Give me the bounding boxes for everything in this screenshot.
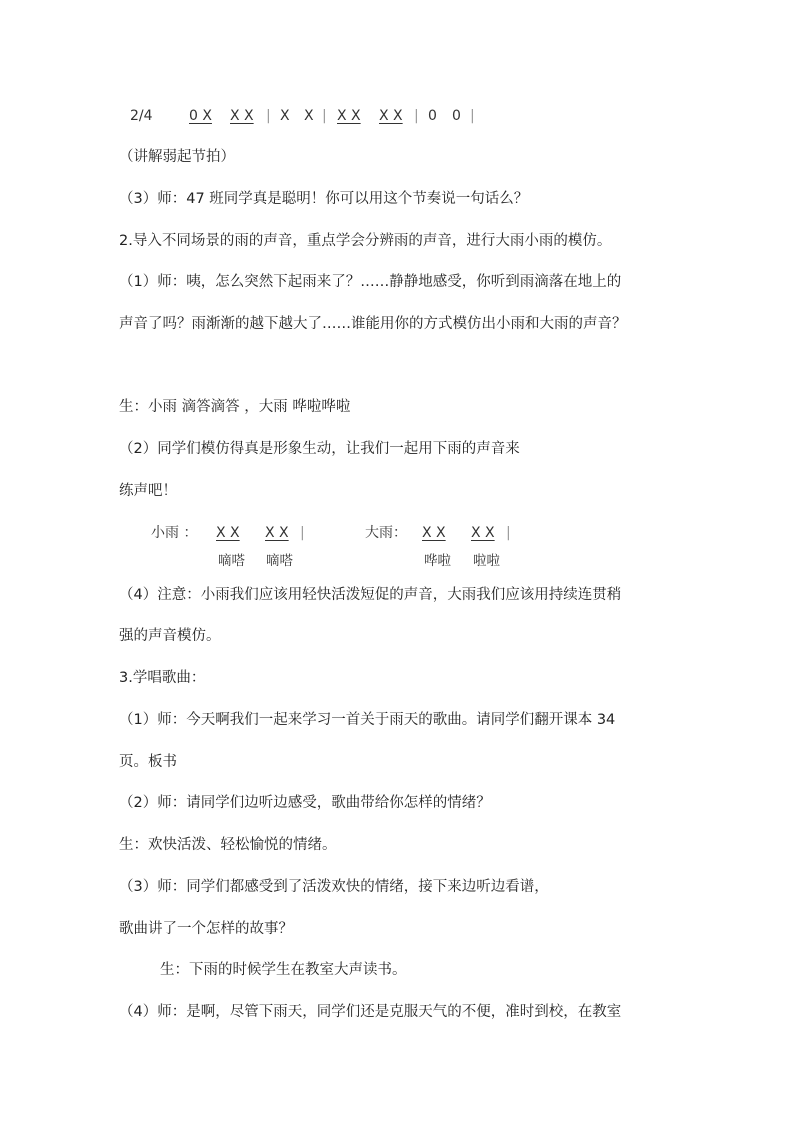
paragraph-line: 生：欢快活泼、轻松愉悦的情绪。 (119, 837, 337, 853)
paragraph-line: 生：小雨 滴答滴答 ，大雨 哗啦哗啦 (119, 399, 351, 415)
paragraph-line: （1）师：今天啊我们一起来学习一首关于雨天的歌曲。请同学们翻开课本 34 (119, 712, 616, 728)
paragraph-line: 2.导入不同场景的雨的声音，重点学会分辨雨的声音，进行大雨小雨的模仿。 (119, 233, 612, 249)
paragraph-line: 生：下雨的时候学生在教室大声读书。 (160, 962, 407, 978)
rhythm-beat: X X (230, 108, 254, 124)
paragraph-line: 3.学唱歌曲： (119, 670, 206, 686)
paragraph-line: （4）注意：小雨我们应该用轻快活泼短促的声音，大雨我们应该用持续连贯稍 (119, 587, 622, 603)
bar-line: | (470, 108, 475, 124)
paragraph-line: （1）师：咦，怎么突然下起雨来了？……静静地感受，你听到雨滴落在地上的 (119, 274, 622, 290)
rhythm-beat: X X (471, 525, 495, 541)
paragraph-line: （3）师：47 班同学真是聪明！你可以用这个节奏说一句话么？ (119, 191, 529, 207)
paragraph-line: （2）师：请同学们边听边感受，歌曲带给你怎样的情绪？ (119, 795, 491, 811)
rhythm-beat: 0 (452, 108, 461, 124)
small-rain-label: 小雨 ： (151, 525, 198, 541)
paragraph-line: 练声吧！ (119, 483, 177, 499)
bar-line: | (300, 525, 305, 541)
rhythm-beat: X (304, 108, 314, 124)
rhythm-beat: X X (422, 525, 446, 541)
paragraph-line: （讲解弱起节拍） (119, 149, 235, 165)
rhythm-beat: X (280, 108, 290, 124)
bar-line: | (414, 108, 419, 124)
paragraph-line: 声音了吗？雨渐渐的越下越大了……谁能用你的方式模仿出小雨和大雨的声音？ (119, 316, 627, 332)
rhythm-beat: X X (337, 108, 361, 124)
lyric: 嘀嗒 (266, 553, 293, 569)
paragraph-line: （4）师：是啊，尽管下雨天，同学们还是克服天气的不便，准时到校，在教室 (119, 1004, 622, 1020)
paragraph-line: 强的声音模仿。 (119, 628, 221, 644)
lyric: 嘀嗒 (218, 553, 245, 569)
rain-lyrics (0, 549, 794, 569)
rhythm-beat: 0 (428, 108, 437, 124)
paragraph-line: （2）同学们模仿得真是形象生动，让我们一起用下雨的声音来 (119, 441, 520, 457)
paragraph-line: 歌曲讲了一个怎样的故事？ (119, 921, 293, 937)
lyric: 啦啦 (473, 553, 500, 569)
rhythm-beat: X X (216, 525, 240, 541)
rhythm-beat: 0 X (189, 108, 212, 124)
bar-line: | (506, 525, 511, 541)
lyric: 哗啦 (424, 553, 451, 569)
paragraph-line: （3）师：同学们都感受到了活泼欢快的情绪，接下来边听边看谱， (119, 879, 549, 895)
bar-line: | (266, 108, 271, 124)
paragraph-line: 页。板书 (119, 754, 177, 770)
rhythm-beat: X X (379, 108, 403, 124)
rhythm-beat: X X (265, 525, 289, 541)
bar-line: | (322, 108, 327, 124)
meter-label: 2/4 (130, 108, 153, 124)
big-rain-label: 大雨： (365, 525, 407, 541)
